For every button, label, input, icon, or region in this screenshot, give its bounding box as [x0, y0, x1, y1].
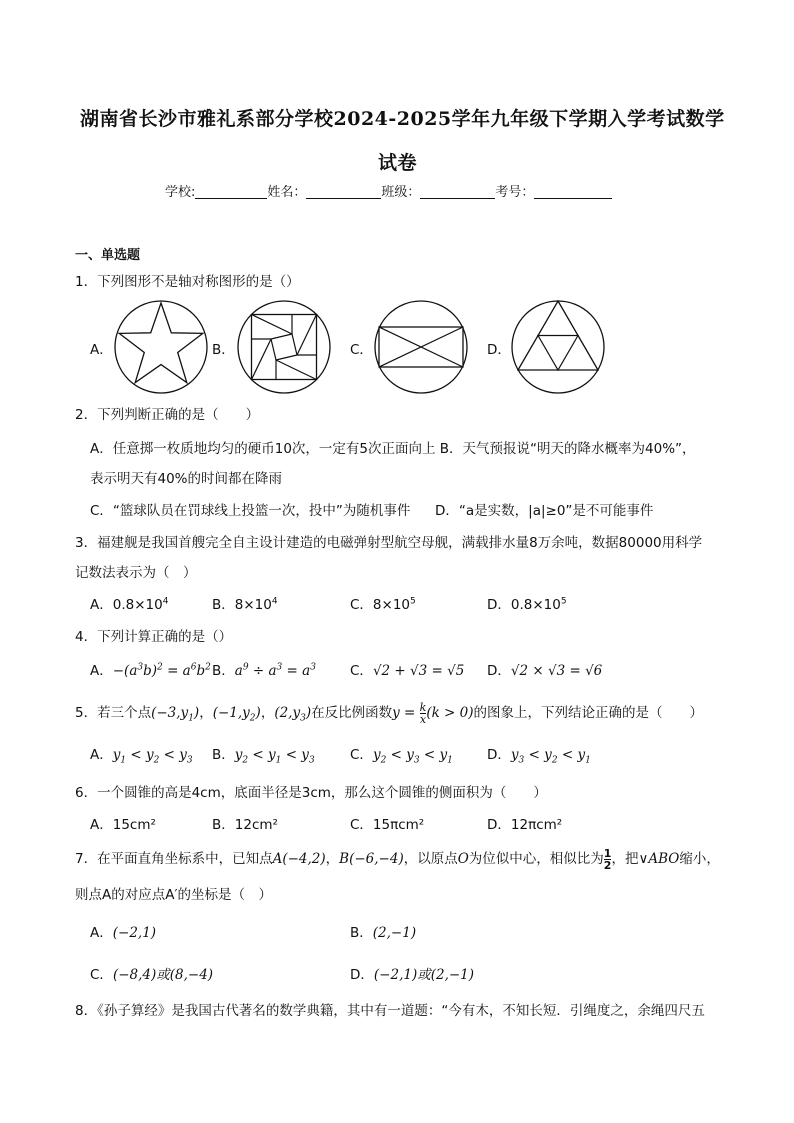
q3-option-d: D．$0.8\times 10^5$ [487, 596, 567, 613]
q7-option-a: A．(−2,1) [90, 925, 157, 941]
q1-figure-b-pinwheel-circle [236, 299, 332, 395]
q4-option-a: A．$-(a^3b)^2 = a^6b^2$ [90, 662, 211, 679]
q1-option-b-label: B． [212, 342, 235, 358]
q7-option-c: C．(−8,4)或(8,−4) [90, 967, 214, 983]
q8-stem: 8．《孙子算经》是我国古代著名的数学典籍，其中有一道题：“今有木，不知长短．引绳度之，余绳四尺五 [75, 1003, 705, 1019]
q5-option-a: A．$y_1 < y_2 < y_3$ [90, 747, 193, 766]
school-blank[interactable] [195, 184, 267, 199]
q3-option-a: A．$0.8\times 10^4$ [90, 596, 169, 613]
student-info-line [165, 181, 612, 200]
exam-number-label: 考号： [495, 185, 535, 200]
q5-option-b: B．$y_2 < y_1 < y_3$ [212, 747, 315, 766]
exam-title-line2: 试卷 [378, 152, 418, 174]
q7-option-d: D．(−2,1)或(2,−1) [350, 967, 475, 983]
q3-stem: 3．福建舰是我国首艘完全自主设计建造的电磁弹射型航空母舰，满载排水量8万余吨，数据80000用科学 [75, 535, 703, 551]
q5-option-c: C．$y_2 < y_3 < y_1$ [350, 747, 453, 766]
q3-option-c: C．$8\times 10^5$ [350, 596, 416, 613]
q7-option-b: B．(2,−1) [350, 925, 417, 941]
q1-option-a-label: A． [90, 342, 113, 358]
q1-figure-d-triangle-circle [510, 299, 606, 395]
q6-stem: 6．一个圆锥的高是4cm，底面半径是3cm，那么这个圆锥的侧面积为（ ） [75, 785, 547, 801]
q3-stem-cont: 记数法表示为（ ） [75, 565, 197, 581]
exam-title-line1: 湖南省长沙市雅礼系部分学校2024-2025学年九年级下学期入学考试数学 [80, 108, 725, 130]
q5-option-d: D．$y_3 < y_2 < y_1$ [487, 747, 591, 766]
q1-stem: 1．下列图形不是轴对称图形的是（） [75, 274, 300, 290]
q1-figure-c-rectangle-circle [373, 299, 469, 395]
class-label: 班级： [381, 185, 421, 200]
exam-number-blank[interactable] [534, 184, 612, 199]
school-label: 学校: [165, 185, 196, 200]
q6-option-b: B．12cm² [212, 817, 278, 833]
class-blank[interactable] [420, 184, 495, 199]
q4-option-d: D．√2 × √3 = √6 [487, 663, 603, 679]
q2-option-d: D．“a是实数，|a|≥0”是不可能事件 [435, 503, 654, 519]
q6-option-c: C．15πcm² [350, 817, 425, 833]
q4-option-b: B．$a^9 \div a^3 = a^3$ [212, 662, 316, 679]
q1-option-c-label: C． [350, 342, 373, 358]
section-heading: 一、单选题 [75, 248, 141, 263]
q4-option-c: C．√2 + √3 = √5 [350, 663, 465, 679]
q6-option-d: D．12πcm² [487, 817, 563, 833]
q1-figure-a-star-circle [113, 299, 209, 395]
q7-stem: 7．在平面直角坐标系中，已知点A(−4,2)，B(−6,−4)，以原点O为位似中心，相似比为 $\frac{1}{2}$ ，把∨ABO缩小， [75, 846, 720, 872]
name-blank[interactable] [306, 184, 381, 199]
q5-stem: 5．若三个点$(-3,y_1)$，$(-1,y_2)$，$(2,y_3)$在反比例函数y = $\frac{k}{x}$ (k > 0)的图象上，下列结论正确的是（ ） [75, 700, 704, 726]
q3-option-b: B．$8\times 10^4$ [212, 596, 278, 613]
q2-stem: 2．下列判断正确的是（ ） [75, 407, 260, 423]
q2-option-a-b: A．任意掷一枚质地均匀的硬币10次，一定有5次正面向上 B．天气预报说“明天的降水概率为40%”， [90, 441, 696, 457]
q1-option-d-label: D． [487, 342, 511, 358]
q7-stem-cont: 则点A的对应点A′的坐标是（ ） [75, 887, 273, 903]
q2-option-c: C．“篮球队员在罚球线上投篮一次，投中”为随机事件 [90, 503, 411, 519]
q6-option-a: A．15cm² [90, 817, 156, 833]
q4-stem: 4．下列计算正确的是（） [75, 629, 233, 645]
name-label: 姓名： [267, 185, 307, 200]
q2-option-b-cont: 表示明天有40%的时间都在降雨 [90, 471, 283, 487]
